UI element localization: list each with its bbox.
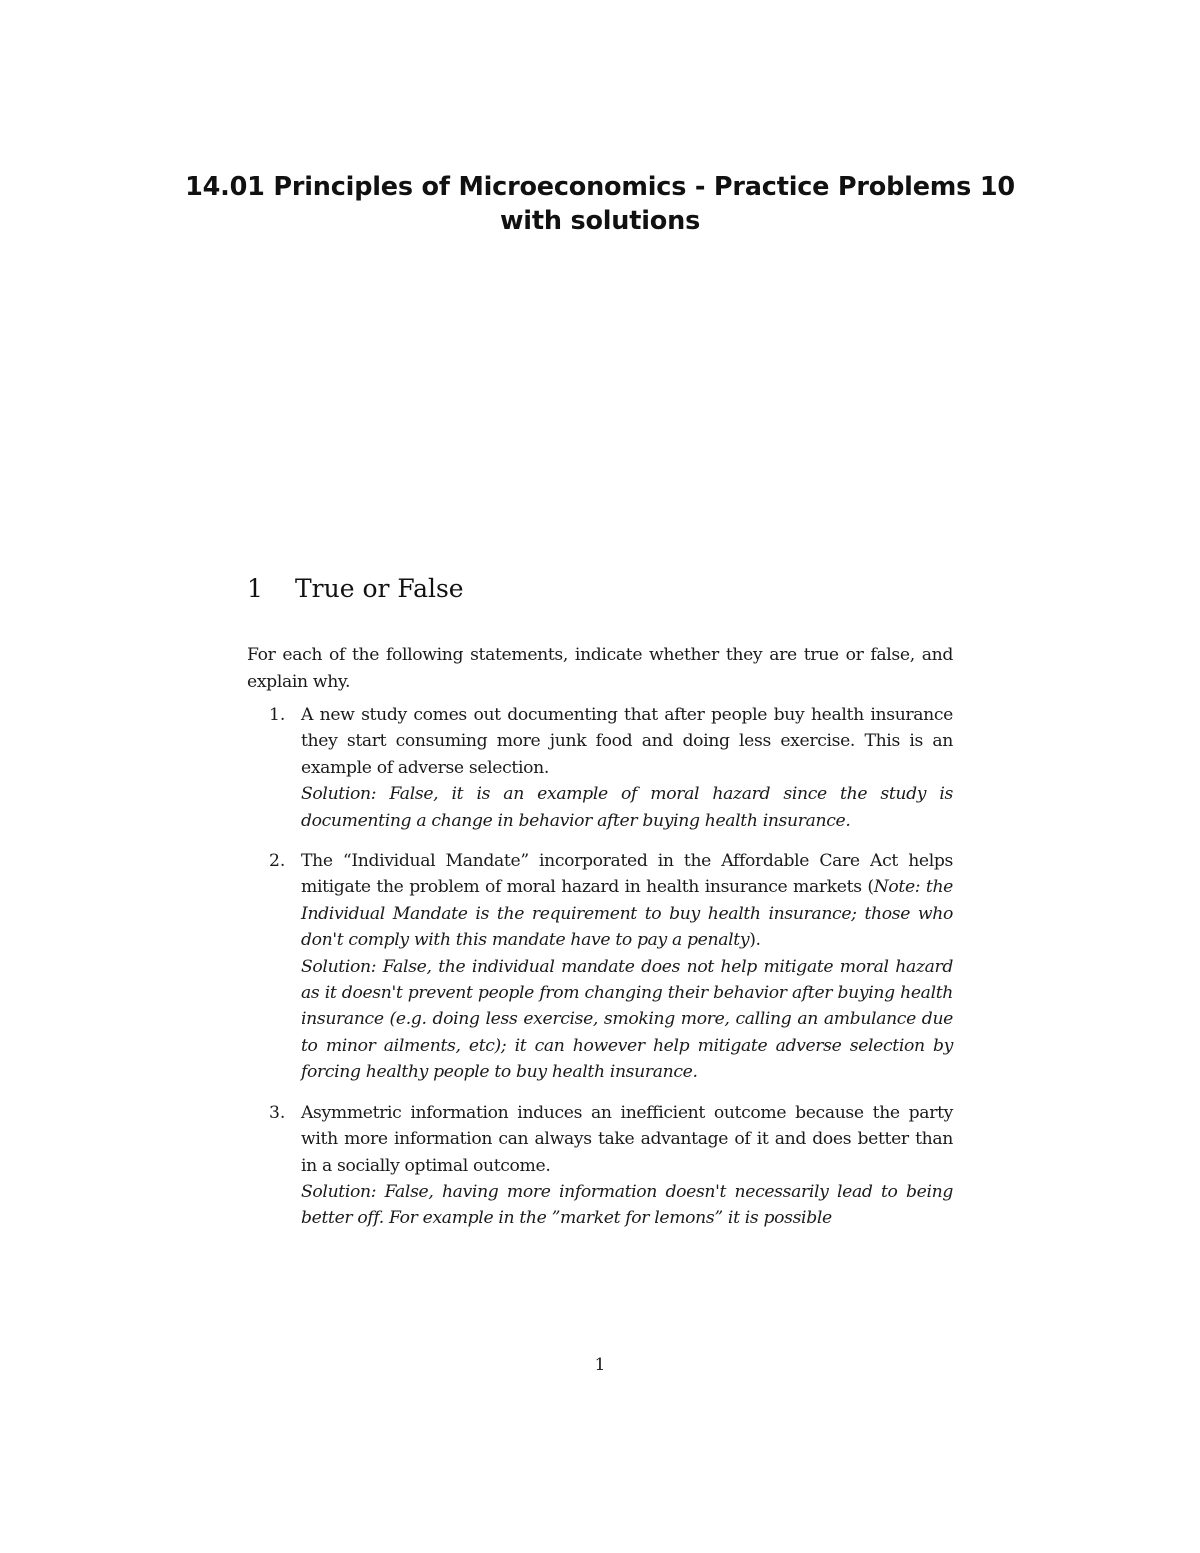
section-number: 1	[247, 574, 263, 603]
document-title	[150, 170, 1050, 238]
section-heading	[247, 571, 464, 607]
problem-statement: A new study comes out documenting that after people buy health insurance they start consuming more junk food and doing less exercise. This is an example of adverse selection.	[301, 705, 953, 778]
statement-text-end: ).	[749, 930, 761, 951]
problem-list	[247, 702, 953, 1246]
problem-number: 2.	[269, 851, 286, 872]
problem-item	[247, 702, 953, 834]
problem-solution: Solution: False, the individual mandate does not help mitigate moral hazard as it doesn't prevent people from changing their behavior after buying health insurance (e.g. doing less exercise, smoking more, calling an ambulance due to minor ailments, etc); it can however help mitigate adverse selection by forcing healthy people to buy health insurance.	[301, 956, 953, 1083]
problem-item	[247, 848, 953, 1086]
problem-statement	[301, 848, 953, 954]
section-title: True or False	[295, 574, 464, 603]
statement-text: The “Individual Mandate” incorporated in the Affordable Care Act helps mitigate the problem of moral hazard in health insurance markets (	[301, 851, 953, 898]
problem-item	[247, 1100, 953, 1232]
problem-solution: Solution: False, it is an example of moral hazard since the study is documenting a change in behavior after buying health insurance.	[301, 784, 953, 831]
problem-solution: Solution: False, having more information doesn't necessarily lead to being better off. For example in the ”market for lemons” it is possible	[301, 1181, 953, 1229]
problem-statement: Asymmetric information induces an inefficient outcome because the party with more information can always take advantage of it and does better than in a socially optimal outcome.	[301, 1102, 953, 1176]
title-line-1: 14.01 Principles of Microeconomics - Practice Problems 10	[185, 172, 1015, 202]
problem-number: 3.	[269, 1102, 286, 1123]
statement-note: Note: the Individual Mandate is the requirement to buy health insurance; those who don't comply with this mandate have to pay a penalty	[301, 877, 953, 951]
page-number: 1	[594, 1355, 606, 1375]
problem-number: 1.	[269, 705, 286, 725]
section-intro: For each of the following statements, indicate whether they are true or false, and explain why.	[247, 645, 953, 692]
title-line-2: with solutions	[499, 206, 701, 236]
